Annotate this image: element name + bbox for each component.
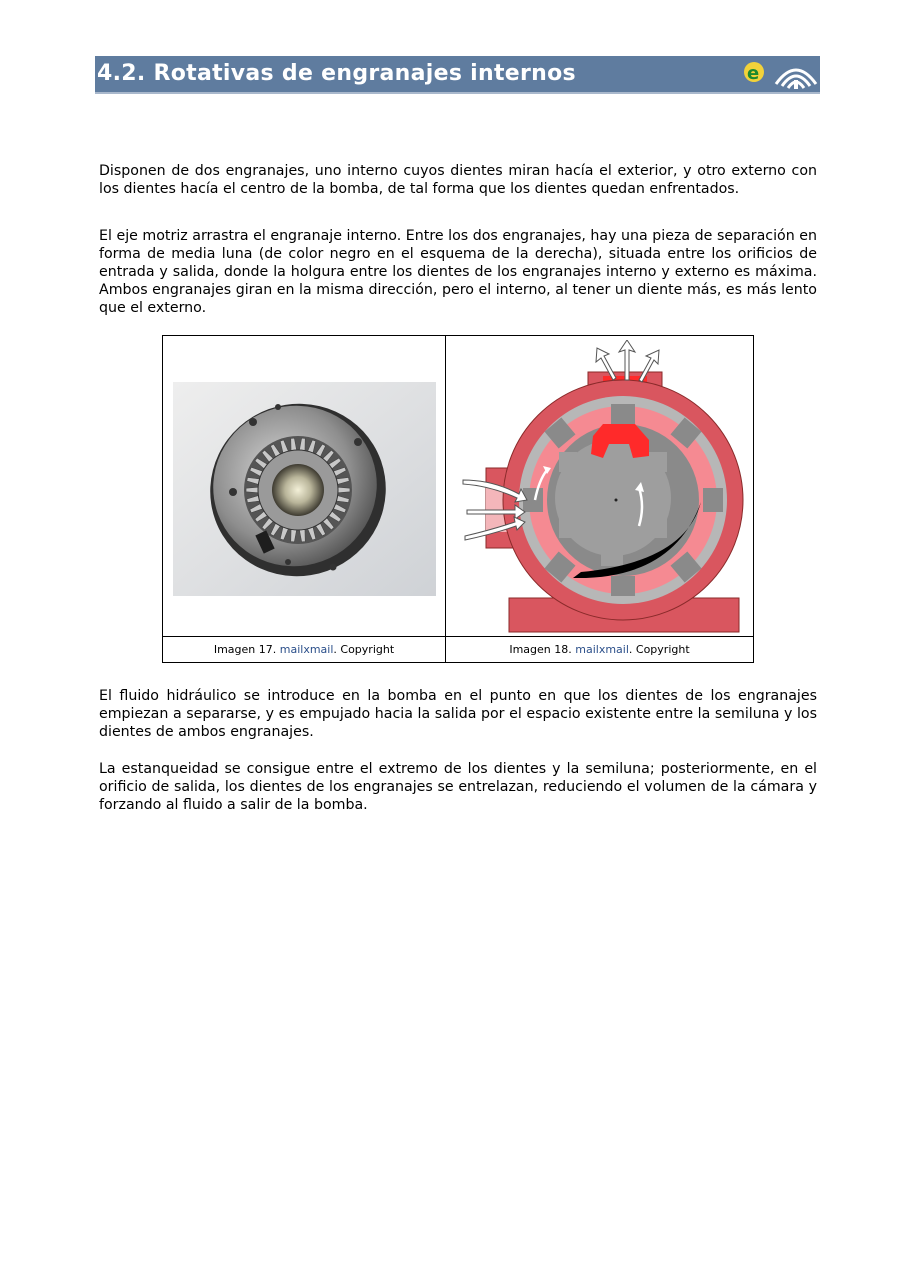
svg-text:e: e [747,63,760,84]
paragraph-operation: El eje motriz arrastra el engranaje interno. Entre los dos engranajes, hay una pieza de separación en forma de media luna (de color negro en el esquema de la derecha), situada entre los orificios de entrada y salida, donde la holgura entre los dientes de los engranajes interno y externo es máxima. Ambos engranajes giran en la misma dirección, pero el interno, al tener un diente más, es más lento que el externo. [99,228,817,316]
section-title: 4.2. Rotativas de engranajes internos [97,61,576,86]
caption-17-suffix: . Copyright [333,643,395,656]
pump-photo [173,382,436,596]
caption-18-suffix: . Copyright [628,643,690,656]
paragraph-fluid-entry: El fluido hidráulico se introduce en la bomba en el punto en que los dientes de los engranajes empiezan a separarse, y es empujado hacia la salida por el espacio existente entre la semiluna y los dientes de ambos engranajes. [99,688,817,740]
caption-18-link[interactable]: mailxmail [575,643,629,656]
e-logo-icon [742,59,766,85]
gear-tooth [338,487,350,493]
paragraph-sealing: La estanqueidad se consigue entre el extremo de los dientes y la semiluna; posteriormente, en el orificio de salida, los dientes de los engranajes se entrelazan, reduciendo el volumen de la cámara y forzando al fluido a salir de la bomba. [99,761,817,813]
figure-caption-17 [163,643,445,656]
section-header [95,56,820,94]
table-divider-vertical [445,336,446,662]
figure-caption-18 [446,643,753,656]
caption-18-prefix: Imagen 18. [509,643,576,656]
table-divider-horizontal [163,636,753,637]
caption-17-prefix: Imagen 17. [213,643,280,656]
figure-table [162,335,754,663]
gear-tooth [246,487,258,493]
paragraph-intro: Disponen de dos engranajes, uno interno cuyos dientes miran hacía el exterior, y otro externo con los dientes hacía el centro de la bomba, de tal forma que los dientes quedan enfrentados. [99,163,817,197]
junta-andalucia-logo-icon [773,60,819,90]
caption-17-link[interactable]: mailxmail [279,643,334,656]
pump-schematic [453,340,753,634]
